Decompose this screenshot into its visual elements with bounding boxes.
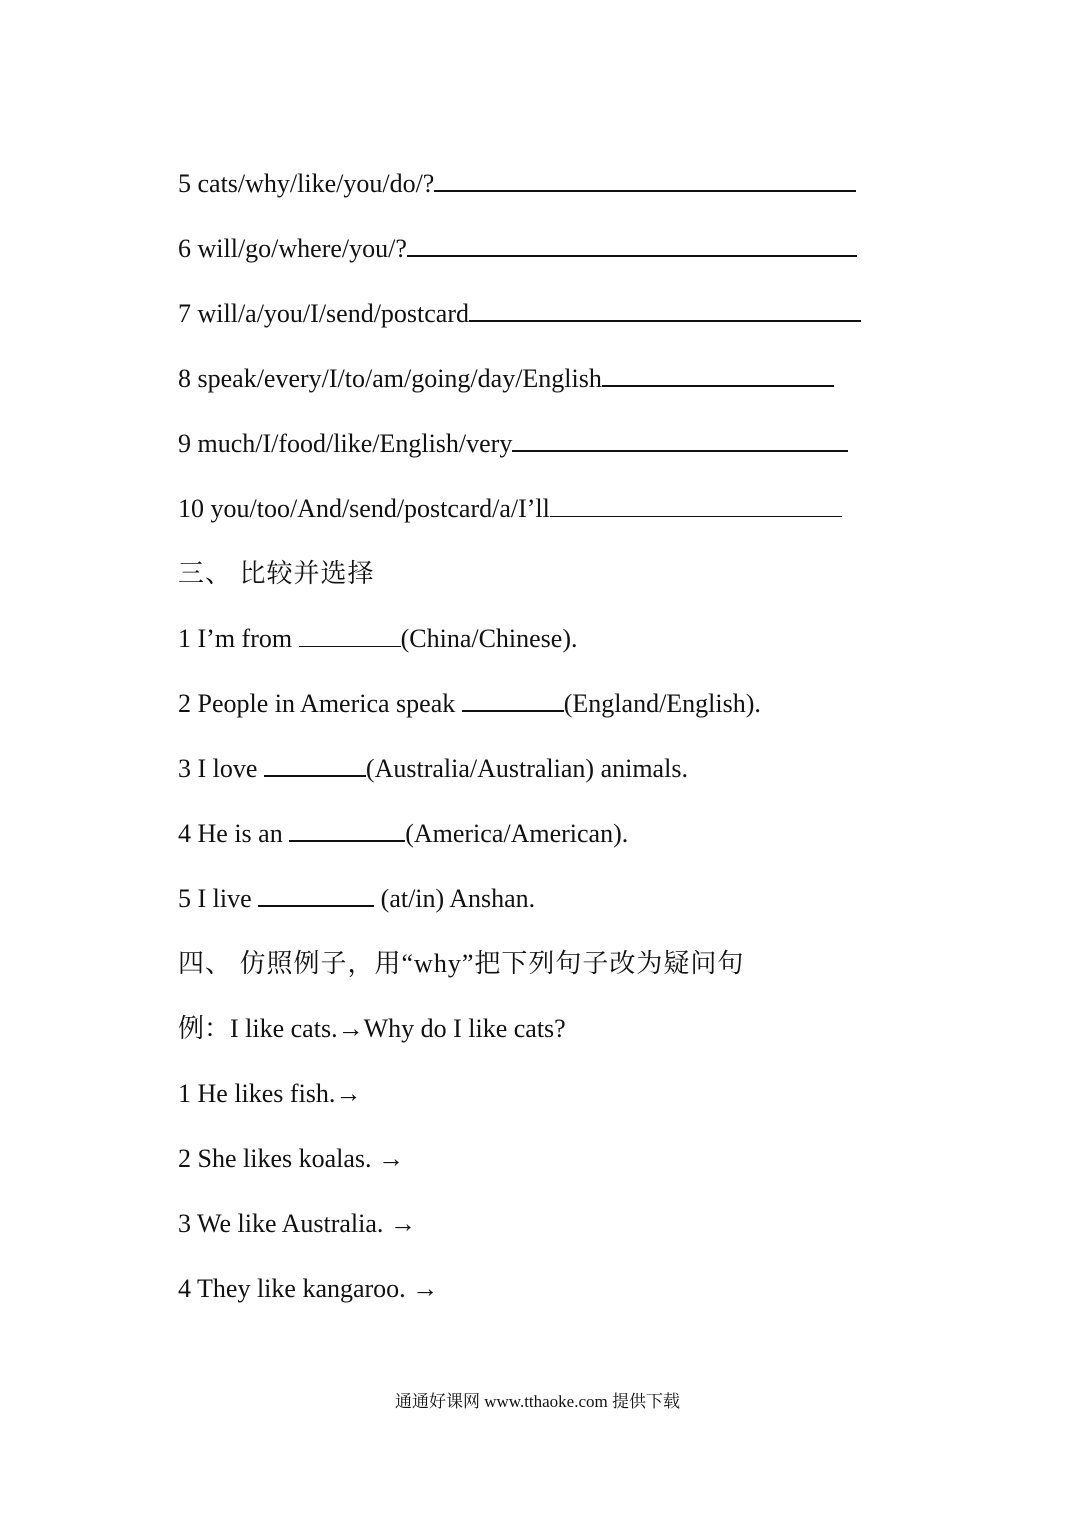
question-suffix: (Australia/Australian) animals. <box>365 754 688 783</box>
section-4-heading: 四、 仿照例子，用“why”把下列句子改为疑问句 <box>178 949 745 978</box>
question-3-3 <box>178 753 688 785</box>
question-2-10 <box>178 493 842 525</box>
question-2-9 <box>178 428 848 460</box>
answer-blank[interactable] <box>550 494 842 517</box>
question-2-7 <box>178 298 861 330</box>
question-text: 7 will/a/you/I/send/postcard <box>178 299 470 328</box>
answer-blank[interactable] <box>462 688 564 712</box>
question-4-3: 3 We like Australia. → <box>178 1209 416 1238</box>
question-prefix: 2 People in America speak <box>178 689 462 718</box>
answer-blank[interactable] <box>264 753 366 777</box>
question-3-5 <box>178 883 535 915</box>
question-4-4: 4 They like kangaroo. → <box>178 1274 439 1303</box>
answer-blank[interactable] <box>602 363 834 387</box>
question-suffix: (America/American). <box>405 819 629 848</box>
answer-blank[interactable] <box>407 233 857 257</box>
question-3-4 <box>178 818 628 850</box>
question-prefix: 1 I’m from <box>178 624 299 653</box>
question-3-2 <box>178 688 761 720</box>
question-suffix: (at/in) Anshan. <box>374 884 536 913</box>
question-prefix: 3 I love <box>178 754 264 783</box>
question-text: 5 cats/why/like/you/do/? <box>178 169 435 198</box>
question-3-1 <box>178 623 578 655</box>
question-suffix: (England/English). <box>563 689 761 718</box>
section-3-heading: 三、 比较并选择 <box>178 559 375 588</box>
question-2-5 <box>178 168 856 200</box>
answer-blank[interactable] <box>469 298 861 322</box>
answer-blank[interactable] <box>258 883 374 907</box>
question-suffix: (China/Chinese). <box>400 624 578 653</box>
question-2-8 <box>178 363 834 395</box>
answer-blank[interactable] <box>299 624 401 647</box>
section-4-example: 例：I like cats.→Why do I like cats? <box>178 1014 566 1043</box>
question-prefix: 5 I live <box>178 884 259 913</box>
question-prefix: 4 He is an <box>178 819 290 848</box>
answer-blank[interactable] <box>512 428 848 452</box>
question-4-1: 1 He likes fish.→ <box>178 1079 362 1108</box>
question-text: 9 much/I/food/like/English/very <box>178 429 513 458</box>
page-footer: 通通好课网 www.tthaoke.com 提供下载 <box>394 1392 681 1411</box>
answer-blank[interactable] <box>434 168 856 192</box>
question-4-2: 2 She likes koalas. → <box>178 1144 405 1173</box>
question-text: 6 will/go/where/you/? <box>178 234 407 263</box>
question-text: 8 speak/every/I/to/am/going/day/English <box>178 364 602 393</box>
question-text: 10 you/too/And/send/postcard/a/I’ll <box>178 494 550 523</box>
question-2-6 <box>178 233 857 265</box>
answer-blank[interactable] <box>289 818 405 842</box>
